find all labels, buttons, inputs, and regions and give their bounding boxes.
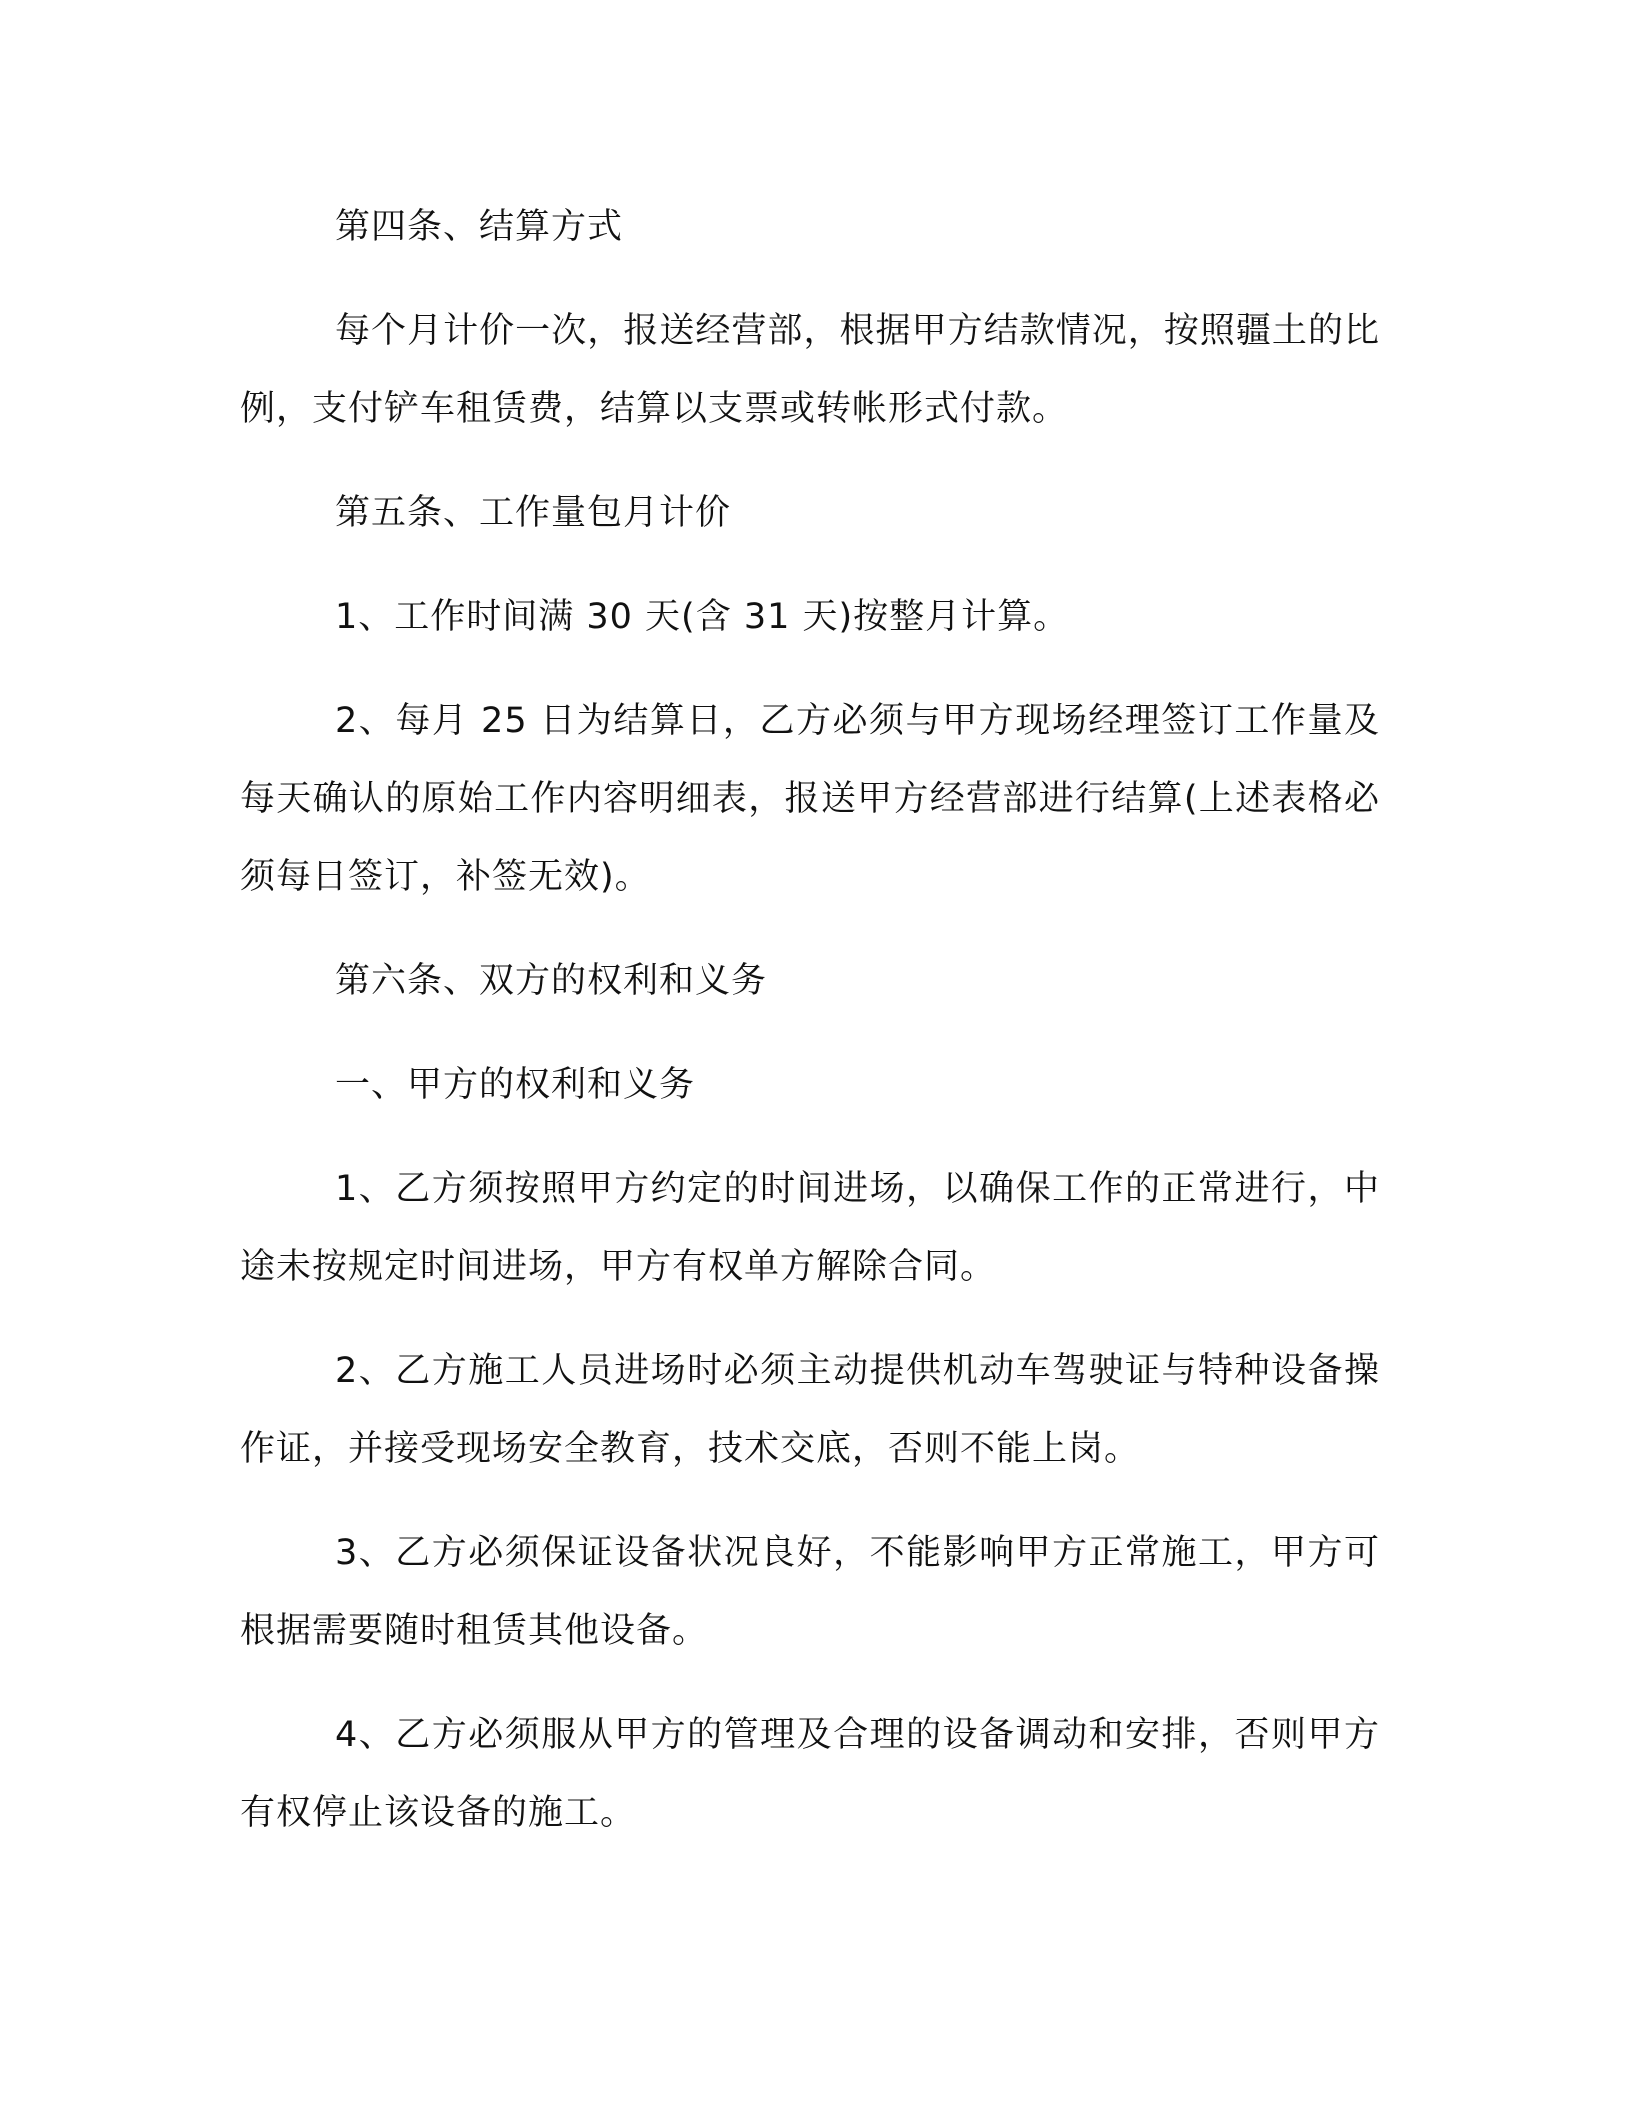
paragraph-gap <box>240 448 1380 474</box>
paragraph-gap <box>240 1124 1380 1150</box>
paragraph-gap <box>240 1488 1380 1514</box>
paragraph-clause-6-3: 3、乙方必须保证设备状况良好，不能影响甲方正常施工，甲方可根据需要随时租赁其他设备。 <box>240 1533 1380 1651</box>
paragraph-clause-5-2: 2、每月 25 日为结算日，乙方必须与甲方现场经理签订工作量及每天确认的原始工作内容明细表，报送甲方经营部进行结算(上述表格必须每日签订，补签无效)。 <box>240 701 1380 897</box>
heading-party-a-rights: 一、甲方的权利和义务 <box>335 1065 696 1105</box>
document-body <box>240 188 1380 1852</box>
heading-article-5: 第五条、工作量包月计价 <box>335 493 732 533</box>
paragraph-clause-6-2: 2、乙方施工人员进场时必须主动提供机动车驾驶证与特种设备操作证，并接受现场安全教育，技术交底，否则不能上岗。 <box>240 1351 1380 1469</box>
paragraph-clause-6-4: 4、乙方必须服从甲方的管理及合理的设备调动和安排，否则甲方有权停止该设备的施工。 <box>240 1715 1380 1833</box>
paragraph-gap <box>240 1670 1380 1696</box>
paragraph-clause-5-1: 1、工作时间满 30 天(含 31 天)按整月计算。 <box>335 597 1070 637</box>
paragraph-gap <box>240 266 1380 292</box>
paragraph-gap <box>240 1306 1380 1332</box>
paragraph-gap <box>240 1020 1380 1046</box>
paragraph-gap <box>240 656 1380 682</box>
paragraph-clause-6-1: 1、乙方须按照甲方约定的时间进场，以确保工作的正常进行，中途未按规定时间进场，甲方有权单方解除合同。 <box>240 1169 1380 1287</box>
paragraph-gap <box>240 552 1380 578</box>
heading-article-6: 第六条、双方的权利和义务 <box>335 961 768 1001</box>
heading-article-4: 第四条、结算方式 <box>335 207 624 247</box>
paragraph-gap <box>240 916 1380 942</box>
paragraph-settlement-method: 每个月计价一次，报送经营部，根据甲方结款情况，按照疆土的比例，支付铲车租赁费，结算以支票或转帐形式付款。 <box>240 311 1380 429</box>
